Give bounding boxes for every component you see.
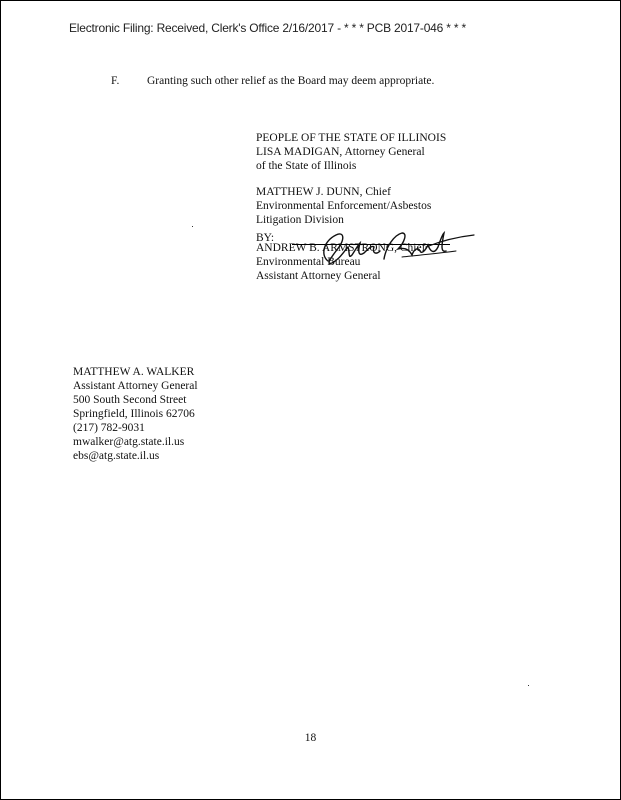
chief-division-line-1: Environmental Enforcement/Asbestos — [256, 200, 432, 212]
counsel-street: 500 South Second Street — [73, 394, 187, 406]
counsel-title: Assistant Attorney General — [73, 380, 198, 392]
signer-bureau: Environmental Bureau — [256, 256, 361, 268]
counsel-city: Springfield, Illinois 62706 — [73, 408, 195, 420]
counsel-name: MATTHEW A. WALKER — [73, 366, 195, 378]
scan-speck — [528, 685, 529, 686]
chief-division-line-2: Litigation Division — [256, 214, 344, 226]
handwritten-signature — [306, 225, 476, 275]
filing-stamp-header: Electronic Filing: Received, Clerk's Office 2/16/2017 - * * * PCB 2017-046 * * * — [69, 21, 466, 35]
page-number: 18 — [304, 732, 317, 744]
attorney-general-line: LISA MADIGAN, Attorney General — [256, 146, 425, 158]
counsel-address-block — [73, 365, 198, 463]
attorney-general-of-line: of the State of Illinois — [256, 160, 357, 172]
party-name: PEOPLE OF THE STATE OF ILLINOIS — [256, 132, 447, 144]
relief-item-letter: F. — [111, 75, 120, 87]
signer-title: Assistant Attorney General — [256, 270, 381, 282]
scan-speck — [192, 226, 193, 227]
by-label: BY: — [256, 232, 275, 244]
counsel-email-1: mwalker@atg.state.il.us — [73, 436, 185, 448]
counsel-phone: (217) 782-9031 — [73, 422, 145, 434]
signer-name: ANDREW B. ARMSTRONG, Chief — [256, 242, 426, 254]
relief-item-text: Granting such other relief as the Board may deem appropriate. — [147, 75, 435, 87]
counsel-email-2: ebs@atg.state.il.us — [73, 450, 160, 462]
chief-name: MATTHEW J. DUNN, Chief — [256, 186, 391, 198]
